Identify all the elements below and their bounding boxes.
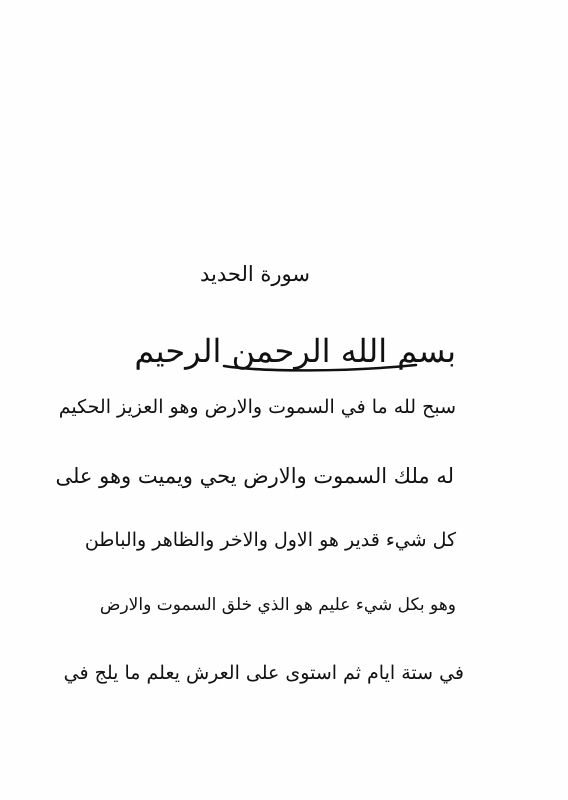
verse-segment: له ملك السموت والارض يحي ويميت وهو على (55, 464, 454, 488)
text-line-4 (50, 531, 456, 550)
surah-title: سورة الحديد (200, 262, 310, 286)
text-line-1 (50, 332, 456, 370)
verse-segment: كل شيء قدير (344, 529, 456, 551)
verse-segment: وهو بكل شيء عليم (318, 595, 456, 615)
verse-segment: هو الاول والاخر والظاهر والباطن (84, 529, 339, 551)
verse-segment: في ستة ايام ثم استوى على العرش يعلم ما يلج في (63, 662, 464, 684)
basmala-text: بسم الله الرحمن الرحيم (134, 332, 456, 370)
text-line-6 (50, 664, 464, 683)
text-line-5 (50, 597, 456, 614)
verse-segment: سبح لله ما في السموت والارض وهو العزيز الحكيم (58, 396, 456, 418)
text-line-2 (50, 398, 456, 417)
verse-segment: هو الذي خلق السموت والارض (99, 595, 313, 615)
text-line-3 (50, 466, 454, 487)
